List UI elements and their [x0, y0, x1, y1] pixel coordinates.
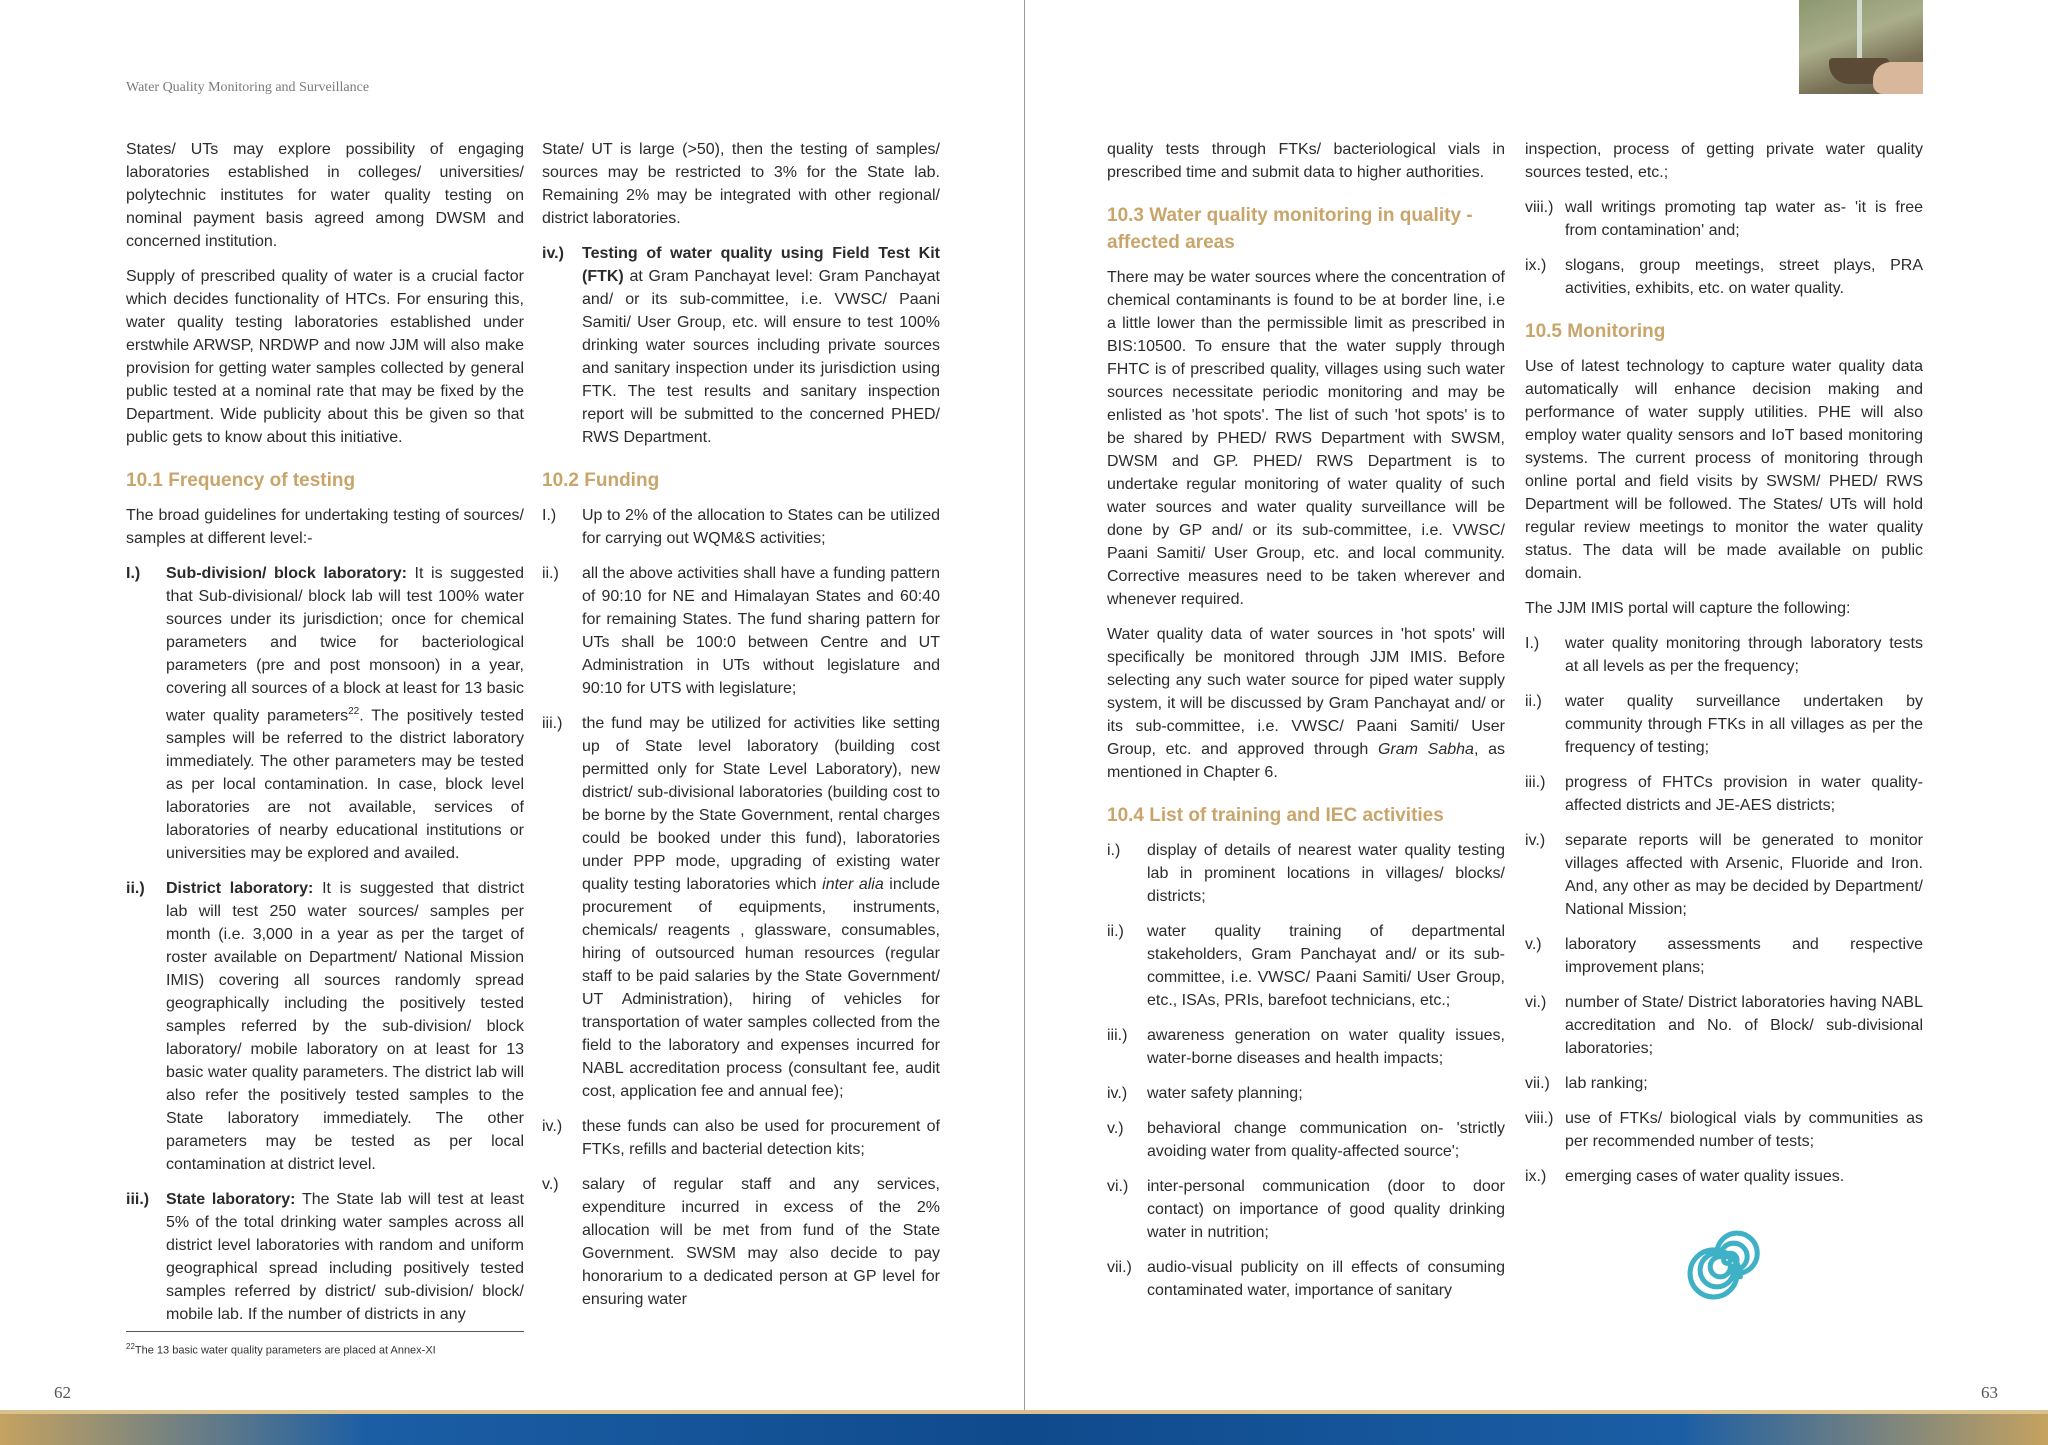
list-item: [1525, 1165, 1923, 1188]
item-text: progress of FHTCs provision in water quality-affected districts and JE-AES districts;: [1565, 774, 1923, 814]
paragraph-continued: quality tests through FTKs/ bacteriological vials in prescribed time and submit data to higher authorities.: [1107, 141, 1505, 181]
list-item: [1525, 1107, 1923, 1153]
list-item: [1107, 1117, 1505, 1163]
list-number: i.): [1107, 842, 1121, 859]
item-text: these funds can also be used for procurement of FTKs, refills and bacterial detection kits;: [582, 1118, 940, 1158]
paragraph-continued: inspection, process of getting private water quality sources tested, etc.;: [1525, 141, 1923, 181]
list-number: iii.): [542, 715, 563, 732]
footnote-text: The 13 basic water quality parameters are placed at Annex-XI: [134, 1344, 436, 1357]
list-number: ix.): [1525, 1168, 1547, 1185]
paragraph-text: , as mentioned in Chapter 6.: [1107, 741, 1505, 781]
water-pot-photo: [1799, 0, 1923, 94]
list-item: [542, 562, 940, 700]
list-item: [1525, 829, 1923, 921]
footnote-divider: [126, 1331, 524, 1332]
list-item: [1107, 1256, 1505, 1302]
right-page: [1024, 0, 2048, 1445]
list-item: [126, 1188, 524, 1326]
list-number: vi.): [1525, 994, 1547, 1011]
list-number: iv.): [1525, 832, 1546, 849]
list-item: [126, 562, 524, 865]
list-number: I.): [1525, 635, 1540, 652]
list-item: [1525, 254, 1923, 300]
spiral-logo-icon: [1685, 1218, 1769, 1302]
list-item: [1525, 196, 1923, 242]
list-item: [1525, 632, 1923, 678]
item-text: water quality surveillance undertaken by community through FTKs in all villages as per the frequency of testing;: [1565, 693, 1923, 756]
list-item: [1107, 1024, 1505, 1070]
paragraph: The broad guidelines for undertaking testing of sources/ samples at different level:-: [126, 507, 524, 547]
section-heading-10-3: [1107, 202, 1505, 256]
item-text: It is suggested that Sub-divisional/ block lab will test 100% water sources under its jurisdiction; once for chemical parameters and twice for bacteriological parameters (pre and post monsoon) in a year, covering all sources of a block at least for 13 basic water quality parameters: [166, 565, 524, 725]
paragraph: Use of latest technology to capture water quality data automatically will enhance decision making and performance of water supply utilities. PHE will also employ water quality sensors and IoT based monitoring systems. The current process of monitoring through online portal and field visits by SWSM/ PHED/ RWS Department will be followed. The States/ UTs will hold regular review meetings to monitor the water quality status. The data will be made available on public domain.: [1525, 358, 1923, 582]
item-title: Sub-division/ block laboratory:: [166, 565, 407, 582]
item-text: . The positively tested samples will be referred to the district laboratory immediately. The other parameters may be tested as per local contamination. In case, block level laboratories are not available, services of laboratories of nearby educational institutions or universities may be explored and availed.: [166, 707, 525, 863]
list-item: [1107, 920, 1505, 1012]
item-emphasis: inter alia: [822, 876, 884, 893]
list-number: ix.): [1525, 257, 1547, 274]
item-text: audio-visual publicity on ill effects of consuming contaminated water, importance of sanitary: [1147, 1259, 1505, 1299]
section-heading-10-2: 10.2 Funding: [542, 470, 660, 491]
list-number: vi.): [1107, 1178, 1129, 1195]
list-item: [126, 877, 524, 1176]
list-item: [542, 1115, 940, 1161]
list-item: [1525, 991, 1923, 1060]
right-column-1: [1107, 138, 1505, 1314]
footnote: [126, 1342, 436, 1357]
item-text: include procurement of equipments, instruments, chemicals/ reagents , glassware, consumables, hiring of outsourced human resources (regular staff to be paid salaries by the State Government/ UT Administration), hiring of vehicles for transportation of water samples collected from the field to the laboratory and expenses incurred for NABL accreditation process (consultant fee, audit cost, application fee and annual fee);: [582, 876, 940, 1100]
water-stream-shape: [1857, 0, 1862, 58]
paragraph-text: Water quality data of water sources in 'hot spots' will specifically be monitored through JJM IMIS. Before selecting any such water source for piped water supply system, it will be discussed by Gram Panchayat and/ or its sub-committee, i.e. VWSC/ Paani Samiti/ User Group, etc. and approved through: [1107, 626, 1505, 758]
item-text: water quality monitoring through laboratory tests at all levels as per the frequency;: [1565, 635, 1923, 675]
list-number: I.): [126, 565, 141, 582]
list-number: I.): [542, 507, 557, 524]
item-text: water safety planning;: [1147, 1085, 1303, 1102]
section-heading-10-1: 10.1 Frequency of testing: [126, 470, 356, 491]
list-number: v.): [1525, 936, 1542, 953]
item-text: slogans, group meetings, street plays, PRA activities, exhibits, etc. on water quality.: [1565, 257, 1923, 297]
item-text: behavioral change communication on- 'strictly avoiding water from quality-affected source';: [1147, 1120, 1505, 1160]
item-text: salary of regular staff and any services, expenditure incurred in excess of the 2% allocation will be met from fund of the State Government. SWSM may also decide to pay honorarium to a dedicated person at GP level for ensuring water: [582, 1176, 940, 1308]
hand-shape: [1873, 62, 1923, 94]
list-item: [1525, 1072, 1923, 1095]
list-number: ii.): [126, 880, 145, 898]
list-number: iv.): [1107, 1085, 1128, 1102]
paragraph: [1107, 623, 1505, 784]
item-text: emerging cases of water quality issues.: [1565, 1168, 1845, 1185]
left-column-1: [126, 138, 524, 1338]
item-title: State laboratory:: [166, 1191, 296, 1209]
list-item: [542, 504, 940, 550]
item-text: display of details of nearest water quality testing lab in prominent locations in villages/ blocks/ districts;: [1147, 842, 1505, 905]
item-text: Up to 2% of the allocation to States can be utilized for carrying out WQM&S activities;: [582, 507, 940, 547]
page-number: 63: [1981, 1383, 1998, 1402]
footnote-number: 22: [126, 1342, 135, 1351]
paragraph: The JJM IMIS portal will capture the following:: [1525, 600, 1851, 617]
left-column-2: [542, 138, 940, 1323]
list-item: [542, 242, 940, 449]
item-text: water quality training of departmental stakeholders, Gram Panchayat and/ or its sub-committee, i.e. VWSC/ Paani Samiti/ User Group, etc., ISAs, PRIs, barefoot technicians, etc.;: [1147, 923, 1505, 1009]
list-item: [1107, 839, 1505, 908]
heading-line: 10.3 Water quality monitoring in quality -: [1107, 205, 1473, 226]
footnote-ref: 22: [348, 706, 360, 717]
item-title: District laboratory:: [166, 880, 314, 898]
paragraph: There may be water sources where the concentration of chemical contaminants is found to be at border line, i.e a little lower than the permissible limit as prescribed in BIS:10500. To ensure that the water supply through FHTC is of prescribed quality, villages using such water sources necessitate periodic monitoring and may be enlisted as 'hot spots'. The list of such 'hot spots' is to be shared by PHED/ RWS Department with SWSM, DWSM and GP. PHED/ RWS Department is to undertake regular monitoring of water quality of such water sources and water quality surveillance will be done by GP and/ or its sub-committee, i.e. VWSC/ Paani Samiti/ User Group, etc. and local community. Corrective measures need to be taken wherever and whenever required.: [1107, 269, 1505, 608]
list-number: iii.): [1525, 774, 1546, 791]
list-item: [542, 712, 940, 1103]
item-text: wall writings promoting tap water as- 'it is free from contamination' and;: [1565, 199, 1923, 239]
paragraph: States/ UTs may explore possibility of engaging laboratories established in colleges/ universities/ polytechnic institutes for water quality testing on nominal payment basis agreed among DWSM and concerned institution.: [126, 141, 524, 250]
list-number: vii.): [1525, 1075, 1550, 1092]
item-text: laboratory assessments and respective improvement plans;: [1565, 936, 1923, 976]
item-text: inter-personal communication (door to door contact) on importance of good quality drinking water in nutrition;: [1147, 1178, 1505, 1241]
running-head: Water Quality Monitoring and Surveillance: [126, 80, 370, 95]
paragraph-emphasis: Gram Sabha: [1377, 741, 1474, 758]
list-number: ii.): [1107, 923, 1124, 940]
item-text: The State lab will test at least 5% of the total drinking water samples across all district level laboratories with random and uniform geographical spread including positively tested samples referred by district/ sub-division/ block/ mobile lab. If the number of districts in any: [166, 1191, 524, 1324]
paragraph: Supply of prescribed quality of water is a crucial factor which decides functionality of HTCs. For ensuring this, water quality testing laboratories established under erstwhile ARWSP, NRDWP and now JJM will also make provision for getting water samples collected by general public tested at a nominal rate that may be fixed by the Department. Wide publicity about this be given so that public gets to know about this initiative.: [126, 268, 524, 446]
section-heading-10-4: 10.4 List of training and IEC activities: [1107, 805, 1444, 826]
list-item: [1107, 1082, 1505, 1105]
heading-line: affected areas: [1107, 232, 1235, 253]
item-text: the fund may be utilized for activities like setting up of State level laboratory (building cost permitted only for State Level Laboratory), new district/ sub-divisional laboratories (building cost to be borne by the State Government, rental charges could be booked under this fund), laboratories under PPP mode, upgrading of existing water quality testing laboratories which: [582, 715, 940, 893]
paragraph-continued: State/ UT is large (>50), then the testing of samples/ sources may be restricted to 3% for the State lab. Remaining 2% may be integrated with other regional/ district laboratories.: [542, 141, 940, 227]
list-number: v.): [542, 1176, 559, 1193]
item-text: separate reports will be generated to monitor villages affected with Arsenic, Fluoride and Iron. And, any other as may be decided by Department/ National Mission;: [1565, 832, 1923, 918]
list-number: ii.): [542, 565, 559, 582]
list-number: iii.): [126, 1191, 150, 1209]
list-item: [542, 1173, 940, 1311]
list-number: viii.): [1525, 1110, 1554, 1127]
list-number: v.): [1107, 1120, 1124, 1137]
list-number: iv.): [542, 245, 564, 262]
left-page: [0, 0, 1022, 1445]
list-number: vii.): [1107, 1259, 1132, 1276]
list-item: [1525, 690, 1923, 759]
right-column-2: [1525, 138, 1923, 1200]
list-number: viii.): [1525, 199, 1554, 216]
list-item: [1525, 933, 1923, 979]
item-text: at Gram Panchayat level: Gram Panchayat and/ or its sub-committee, i.e. VWSC/ Paani Samiti/ User Group, etc. will ensure to test 100% drinking water sources including private sources and sanitary inspection under its jurisdiction using FTK. The test results and sanitary inspection report will be submitted to the concerned PHED/ RWS Department.: [582, 268, 940, 446]
list-number: iv.): [542, 1118, 563, 1135]
list-item: [1107, 1175, 1505, 1244]
item-text: use of FTKs/ biological vials by communities as per recommended number of tests;: [1565, 1110, 1923, 1150]
footer-color-band: [0, 1414, 2048, 1445]
list-number: ii.): [1525, 693, 1542, 710]
item-text: number of State/ District laboratories having NABL accreditation and No. of Block/ sub-divisional laboratories;: [1565, 994, 1923, 1057]
list-item: [1525, 771, 1923, 817]
item-text: all the above activities shall have a funding pattern of 90:10 for NE and Himalayan States and 60:40 for remaining States. The fund sharing pattern for UTs shall be 100:0 between Centre and UT Administration in UTs without legislature and 90:10 for UTS with legislature;: [582, 565, 940, 697]
item-text: awareness generation on water quality issues, water-borne diseases and health impacts;: [1147, 1027, 1505, 1067]
item-title: Testing of water quality using Field Test Kit (FTK): [582, 245, 940, 285]
list-number: iii.): [1107, 1027, 1128, 1044]
item-text: It is suggested that district lab will test 250 water sources/ samples per month (i.e. 3,000 in a year as per the target of roster available on Department/ National Mission IMIS) covering all sources randomly spread geographically including the positively tested samples referred by the sub-division/ block laboratory/ mobile laboratory on at least for 13 basic water quality parameters. The district lab will also refer the positively tested samples to the State laboratory immediately. The other parameters may be tested as per local contamination at district level.: [166, 880, 525, 1174]
section-heading-10-5: 10.5 Monitoring: [1525, 321, 1666, 342]
page-number: 62: [54, 1383, 71, 1402]
item-text: lab ranking;: [1565, 1075, 1648, 1092]
